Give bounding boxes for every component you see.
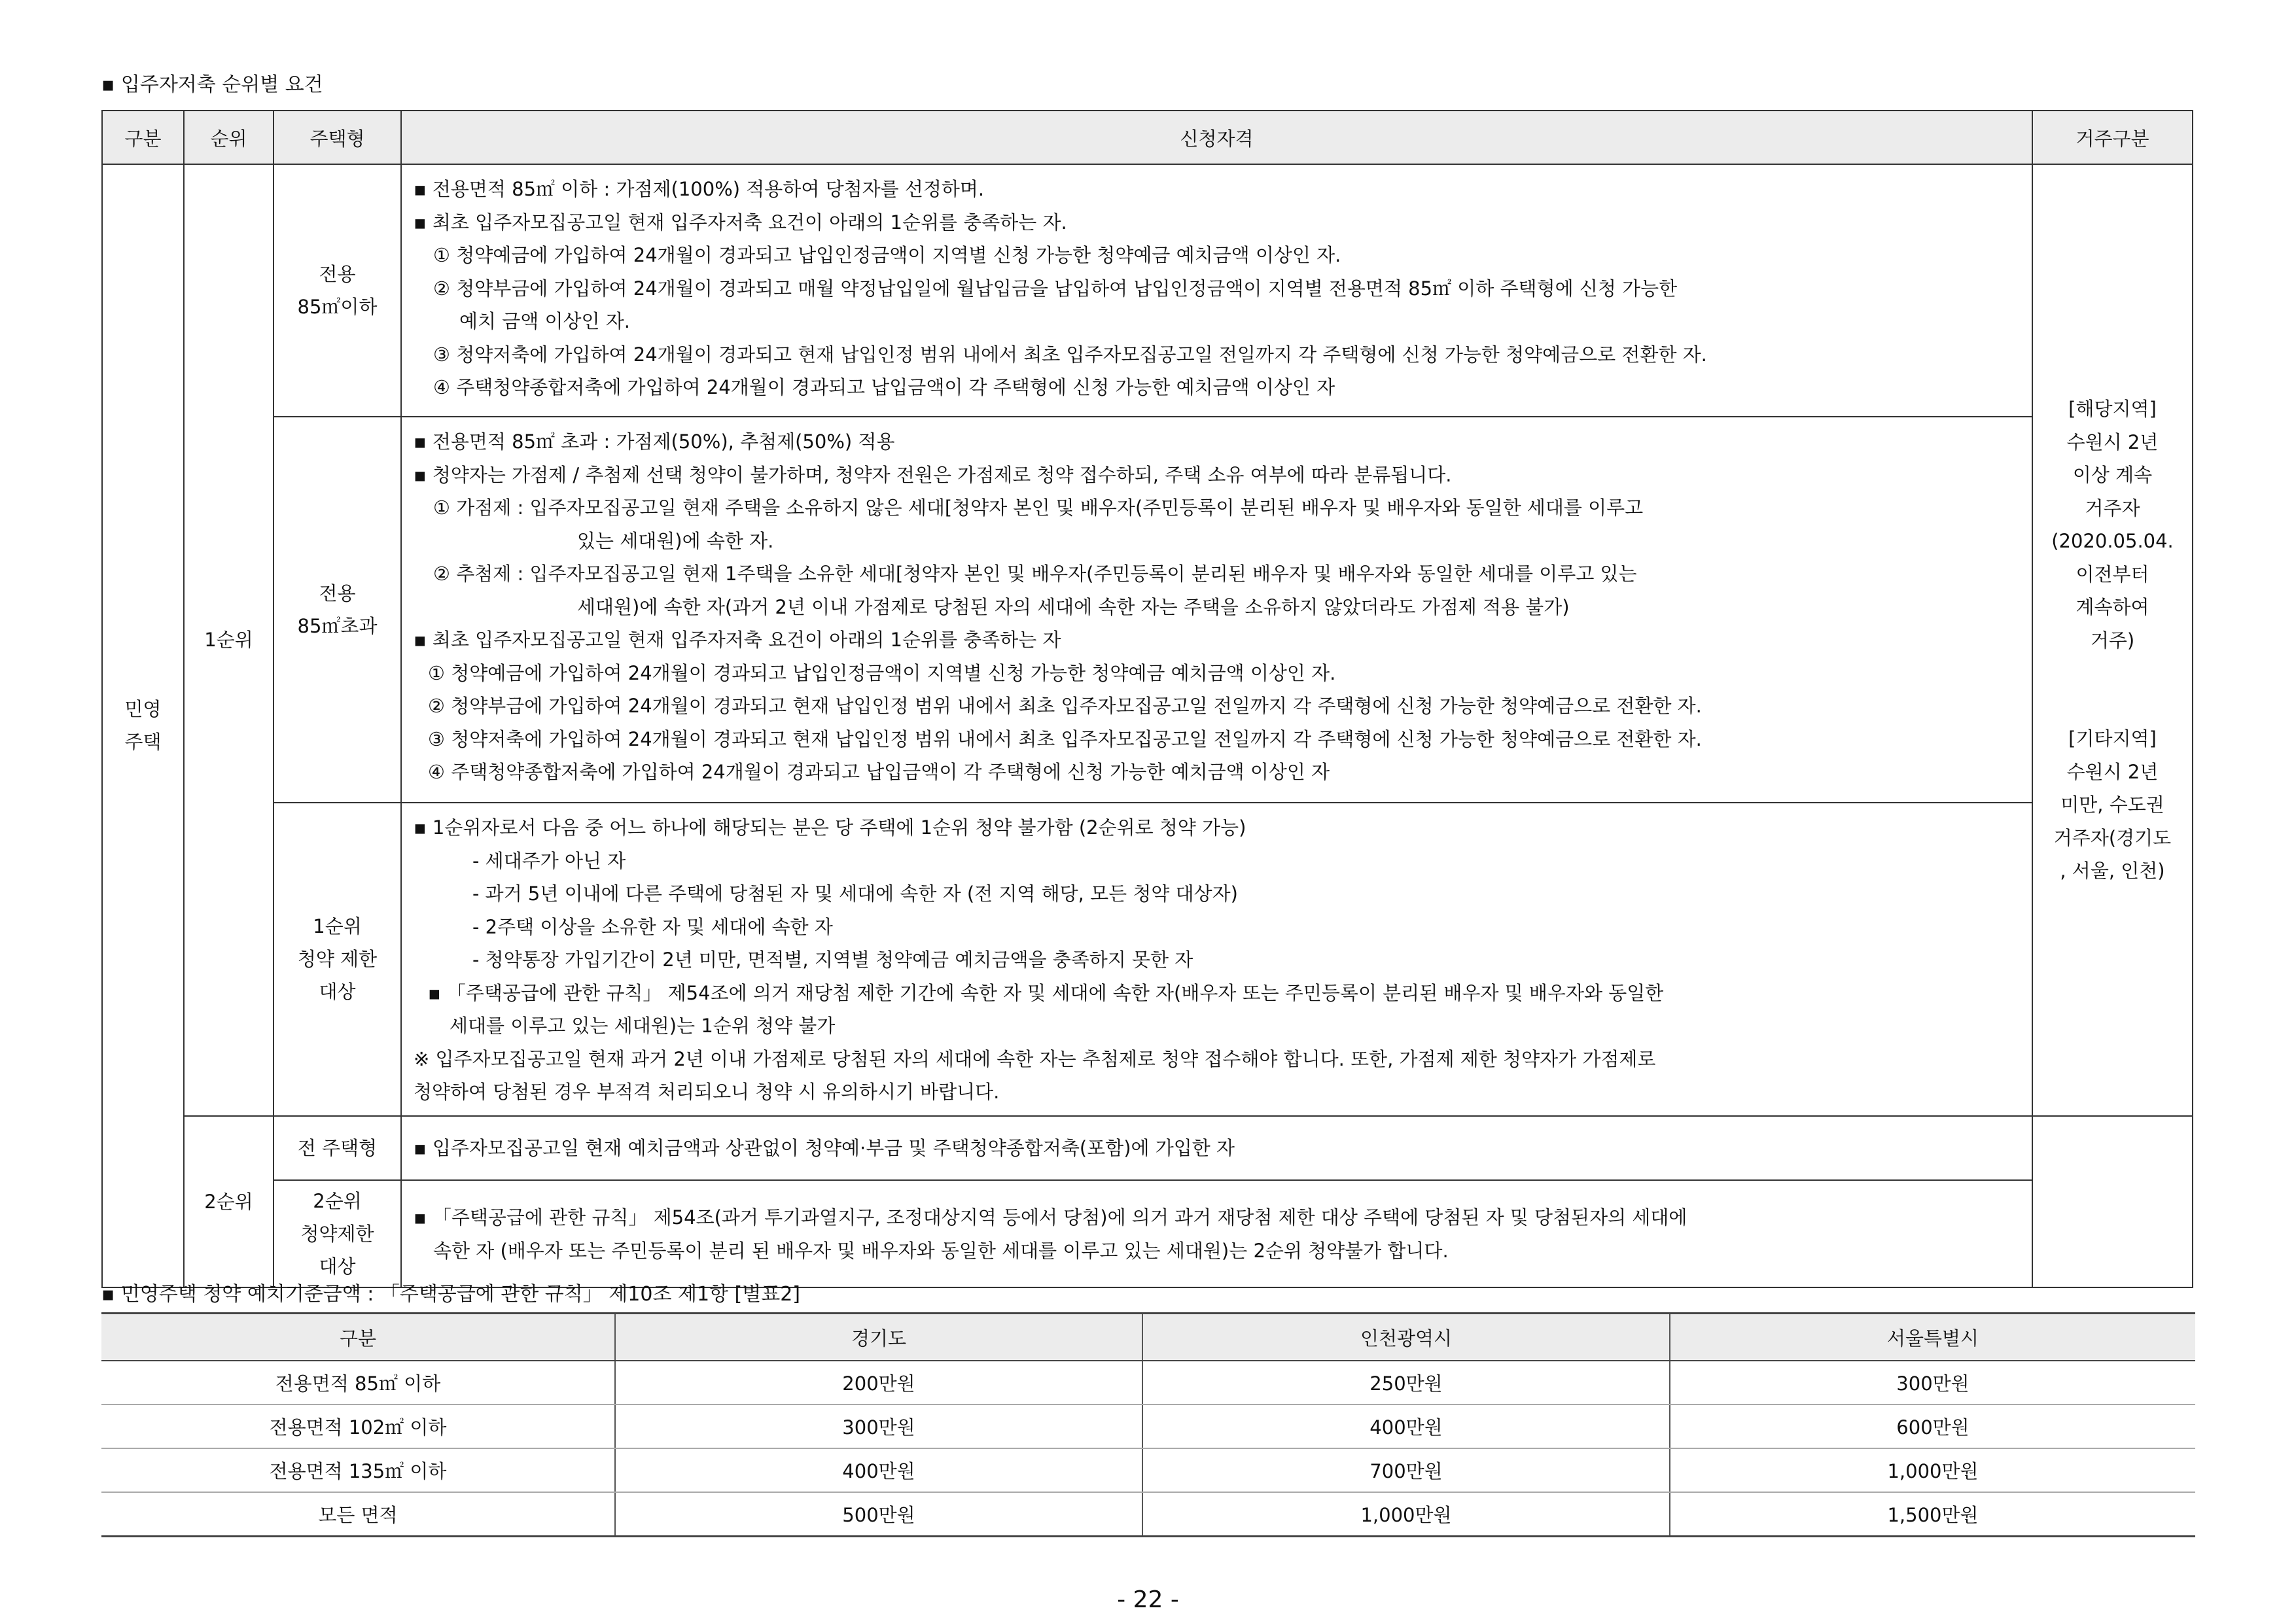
line: 세대원)에 속한 자(과거 2년 이내 가점제로 당첨된 자의 세대에 속한 자는 주택을 소유하지 않았더라도 가점제 적용 불가) <box>577 595 1570 618</box>
line: ▪ 「주택공급에 관한 규칙」 제54조에 의거 재당첨 제한 기간에 속한 자 및 세대에 속한 자(배우자 또는 주민등록이 분리된 배우자 및 배우자와 동일한 <box>428 981 1664 1004</box>
residence-line: 수원시 2년 <box>2066 760 2159 783</box>
residence-line: 거주자 <box>2085 497 2140 519</box>
page-number: - 22 - <box>1117 1586 1179 1613</box>
residence-line: 수원시 2년 <box>2066 430 2159 453</box>
deposit-cell: 250만원 <box>1142 1361 1670 1405</box>
residence-line: (2020.05.04. <box>2051 530 2174 552</box>
deposit-cell: 전용면적 85㎡ 이하 <box>101 1361 615 1405</box>
line: ▪ 전용면적 85㎡ 초과 : 가점제(50%), 추첨제(50%) 적용 <box>414 430 895 453</box>
residence-line: , 서울, 인천) <box>2060 860 2165 882</box>
rank-1-cell: 1순위 <box>184 164 274 1116</box>
deposit-header-category: 구분 <box>101 1314 615 1361</box>
line: - 청약통장 가입기간이 2년 미만, 면적별, 지역별 청약예금 예치금액을 충족하지 못한 자 <box>472 949 1193 971</box>
line: 청약하여 당첨된 경우 부적격 처리되오니 청약 시 유의하시기 바랍니다. <box>414 1081 1000 1103</box>
residence-cell <box>2032 164 2193 1116</box>
header-qualification: 신청자격 <box>401 111 2032 164</box>
line: ② 청약부금에 가입하여 24개월이 경과되고 매월 약정납입일에 월납입금을 납입하여 납입인정금액이 지역별 전용면적 85㎡ 이하 주택형에 신청 가능한 <box>433 277 1678 300</box>
residence-spacer <box>2033 689 2192 722</box>
deposit-table <box>101 1312 2195 1537</box>
qualification-85-under <box>401 164 2032 417</box>
line: ② 추첨제 : 입주자모집공고일 현재 1주택을 소유한 세대[청약자 본인 및 배우자(주민등록이 분리된 배우자 및 배우자와 동일한 세대를 이루고 있는 <box>433 563 1637 585</box>
type-all-houses: 전 주택형 <box>274 1116 401 1180</box>
line: ▪ 최초 입주자모집공고일 현재 입주자저축 요건이 아래의 1순위를 충족하는 자 <box>414 629 1061 651</box>
line: ▪ 전용면적 85㎡ 이하 : 가점제(100%) 적용하여 당첨자를 선정하며. <box>414 178 985 200</box>
line: 세대를 이루고 있는 세대원)는 1순위 청약 불가 <box>450 1015 836 1037</box>
line: ▪ 1순위자로서 다음 중 어느 하나에 해당되는 분은 당 주택에 1순위 청약 불가함 (2순위로 청약 가능) <box>414 816 1246 839</box>
line: ④ 주택청약종합저축에 가입하여 24개월이 경과되고 납입금액이 각 주택형에 신청 가능한 예치금액 이상인 자 <box>433 376 1335 398</box>
line: ▪ 「주택공급에 관한 규칙」 제54조(과거 투기과열지구, 조정대상지역 등에서 당첨)에 의거 과거 재당첨 제한 대상 주택에 당첨된 자 및 당첨된자의 세대에 <box>414 1206 1687 1229</box>
deposit-cell: 400만원 <box>1142 1405 1670 1448</box>
qualification-rank2 <box>401 1116 2032 1180</box>
residence-line: 계속하여 <box>2075 596 2149 618</box>
deposit-cell: 300만원 <box>1670 1361 2195 1405</box>
deposit-cell: 200만원 <box>615 1361 1142 1405</box>
residence-line: [해당지역] <box>2068 398 2157 420</box>
deposit-cell: 400만원 <box>615 1448 1142 1492</box>
deposit-header-gyeonggi: 경기도 <box>615 1314 1142 1361</box>
deposit-table-wrap <box>101 1312 2195 1537</box>
residence-line: 거주자(경기도 <box>2053 826 2172 849</box>
table-row <box>101 1361 2195 1405</box>
residence-line: 거주) <box>2090 629 2135 652</box>
deposit-cell: 300만원 <box>615 1405 1142 1448</box>
qualification-rank1-restricted <box>401 803 2032 1116</box>
line: 속한 자 (배우자 또는 주민등록이 분리 된 배우자 및 배우자와 동일한 세대를 이루고 있는 세대원)는 2순위 청약불가 합니다. <box>433 1239 1449 1262</box>
deposit-cell: 전용면적 135㎡ 이하 <box>101 1448 615 1492</box>
line: ① 청약예금에 가입하여 24개월이 경과되고 납입인정금액이 지역별 신청 가능한 청약예금 예치금액 이상인 자. <box>428 661 1336 684</box>
table-row <box>101 1405 2195 1448</box>
deposit-header-seoul: 서울특별시 <box>1670 1314 2195 1361</box>
line: ① 청약예금에 가입하여 24개월이 경과되고 납입인정금액이 지역별 신청 가능한 청약예금 예치금액 이상인 자. <box>433 244 1341 266</box>
line: 예치 금액 이상인 자. <box>459 310 630 332</box>
table-row <box>101 1448 2195 1492</box>
rank-2-cell: 2순위 <box>184 1116 274 1287</box>
line: ▪ 입주자모집공고일 현재 예치금액과 상관없이 청약예·부금 및 주택청약종합저축(포함)에 가입한 자 <box>414 1137 1235 1160</box>
residence-line: 미만, 수도권 <box>2060 794 2164 816</box>
deposit-cell: 전용면적 102㎡ 이하 <box>101 1405 615 1448</box>
rank-requirements-table-wrap <box>101 110 2192 1288</box>
line: ③ 청약저축에 가입하여 24개월이 경과되고 현재 납입인정 범위 내에서 최초 입주자모집공고일 전일까지 각 주택형에 신청 가능한 청약예금으로 전환한 자. <box>428 727 1702 750</box>
type-rank1-restricted: 1순위 청약 제한 대상 <box>274 803 401 1116</box>
residence-line: 이상 계속 <box>2072 464 2153 486</box>
rank-requirements-table <box>101 110 2193 1288</box>
line: - 세대주가 아닌 자 <box>472 849 626 872</box>
line: ③ 청약저축에 가입하여 24개월이 경과되고 현재 납입인정 범위 내에서 최초 입주자모집공고일 전일까지 각 주택형에 신청 가능한 청약예금으로 전환한 자. <box>433 343 1707 366</box>
type-rank2-restricted: 2순위 청약제한 대상 <box>274 1180 401 1287</box>
deposit-cell: 모든 면적 <box>101 1492 615 1537</box>
category-private-housing <box>102 164 184 1287</box>
line: ④ 주택청약종합저축에 가입하여 24개월이 경과되고 납입금액이 각 주택형에 신청 가능한 예치금액 이상인 자 <box>428 761 1330 783</box>
category-label: 민영 주택 <box>124 698 162 754</box>
residence-spacer <box>2033 657 2192 689</box>
qualification-rank2-restricted <box>401 1180 2032 1287</box>
line: ① 가점제 : 입주자모집공고일 현재 주택을 소유하지 않은 세대[청약자 본인 및 배우자(주민등록이 분리된 배우자 및 배우자와 동일한 세대를 이루고 <box>433 497 1644 519</box>
line: - 과거 5년 이내에 다른 주택에 당첨된 자 및 세대에 속한 자 (전 지역 해당, 모든 청약 대상자) <box>472 882 1238 905</box>
deposit-cell: 1,000만원 <box>1142 1492 1670 1537</box>
qualification-85-over <box>401 417 2032 803</box>
header-residence: 거주구분 <box>2032 111 2193 164</box>
line: ▪ 최초 입주자모집공고일 현재 입주자저축 요건이 아래의 1순위를 충족하는 자. <box>414 211 1067 234</box>
header-rank: 순위 <box>184 111 274 164</box>
residence-empty-cell <box>2032 1116 2193 1287</box>
line: - 2주택 이상을 소유한 자 및 세대에 속한 자 <box>472 915 833 938</box>
line: ② 청약부금에 가입하여 24개월이 경과되고 현재 납입인정 범위 내에서 최초 입주자모집공고일 전일까지 각 주택형에 신청 가능한 청약예금으로 전환한 자. <box>428 695 1702 717</box>
deposit-cell: 1,000만원 <box>1670 1448 2195 1492</box>
type-85-under: 전용 85㎡이하 <box>274 164 401 417</box>
section-title-deposit-amounts: ▪ 민영주택 청약 예치기준금액 : 「주택공급에 관한 규칙」 제10조 제1항 [별표2] <box>101 1283 801 1306</box>
deposit-cell: 500만원 <box>615 1492 1142 1537</box>
section-title-savings-requirements: ▪ 입주자저축 순위별 요건 <box>101 73 323 96</box>
residence-line: [기타지역] <box>2068 727 2157 750</box>
type-85-over: 전용 85㎡초과 <box>274 417 401 803</box>
line: ※ 입주자모집공고일 현재 과거 2년 이내 가점제로 당첨된 자의 세대에 속한 자는 추첨제로 청약 접수해야 합니다. 또한, 가점제 제한 청약자가 가점제로 <box>414 1047 1656 1070</box>
deposit-cell: 700만원 <box>1142 1448 1670 1492</box>
residence-line: 이전부터 <box>2075 563 2149 585</box>
header-house-type: 주택형 <box>274 111 401 164</box>
deposit-cell: 600만원 <box>1670 1405 2195 1448</box>
deposit-cell: 1,500만원 <box>1670 1492 2195 1537</box>
header-category: 구분 <box>102 111 184 164</box>
line: 있는 세대원)에 속한 자. <box>577 529 774 552</box>
line: ▪ 청약자는 가점제 / 추첨제 선택 청약이 불가하며, 청약자 전원은 가점제로 청약 접수하되, 주택 소유 여부에 따라 분류됩니다. <box>414 463 1452 486</box>
deposit-header-incheon: 인천광역시 <box>1142 1314 1670 1361</box>
table-row <box>101 1492 2195 1537</box>
